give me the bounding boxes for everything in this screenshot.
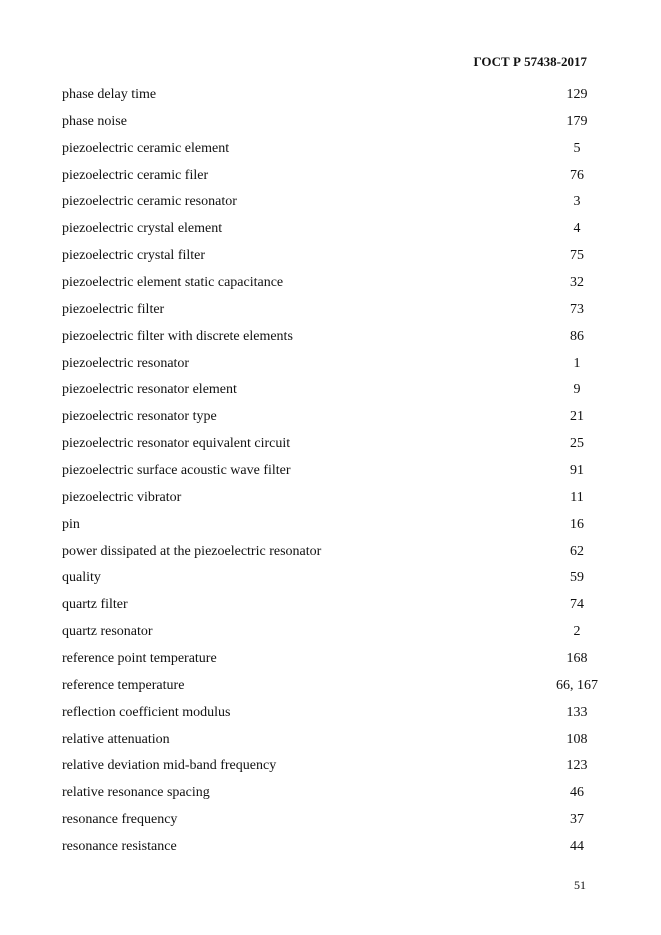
index-entry [62, 379, 622, 406]
index-entry [62, 702, 622, 729]
index-term: piezoelectric resonator [62, 355, 190, 371]
index-term: pin [62, 516, 80, 532]
index-entry [62, 541, 622, 568]
index-page-ref: 91 [570, 463, 584, 479]
index-page-ref: 179 [566, 113, 588, 129]
index-term: piezoelectric resonator element [62, 382, 237, 398]
index-page-ref: 1 [573, 355, 581, 371]
index-entry [62, 514, 622, 541]
index-entry [62, 218, 622, 245]
index-entry [62, 648, 622, 675]
index-page-ref: 74 [570, 597, 584, 613]
index-page-ref: 3 [573, 194, 581, 210]
index-page-ref: 86 [570, 328, 584, 344]
index-entry [62, 84, 622, 111]
index-term: quality [62, 570, 101, 586]
index-term: reference point temperature [62, 651, 217, 667]
index-term: reflection coefficient modulus [62, 704, 231, 720]
index-entry [62, 111, 622, 138]
index-term: piezoelectric element static capacitance [62, 275, 284, 291]
index-term: quartz filter [62, 597, 128, 613]
index-term: relative attenuation [62, 731, 170, 747]
index-page-ref: 44 [570, 839, 584, 855]
index-term: reference temperature [62, 677, 185, 693]
index-term: piezoelectric surface acoustic wave filter [62, 463, 291, 479]
index-page-ref: 46 [570, 785, 584, 801]
index-entry [62, 782, 622, 809]
index-term: piezoelectric filter with discrete elements [62, 328, 293, 344]
index-term: piezoelectric resonator type [62, 409, 217, 425]
index-term: piezoelectric ceramic element [62, 140, 230, 156]
index-entry [62, 729, 622, 756]
index-page-ref: 59 [570, 570, 584, 586]
index-entry [62, 460, 622, 487]
index-page-ref: 16 [570, 516, 584, 532]
index-entry [62, 138, 622, 165]
index-entry [62, 326, 622, 353]
index-page-ref: 9 [573, 382, 581, 398]
index-entry [62, 245, 622, 272]
index-term: quartz resonator [62, 624, 153, 640]
index-term: piezoelectric resonator equivalent circuit [62, 436, 291, 452]
index-page-ref: 76 [570, 167, 584, 183]
index-page-ref: 108 [566, 731, 588, 747]
index-entry [62, 272, 622, 299]
index-page-ref: 21 [570, 409, 584, 425]
index-entry [62, 621, 622, 648]
index-page-ref: 37 [570, 812, 584, 828]
index-list [62, 84, 622, 863]
index-entry [62, 755, 622, 782]
document-header: ГОСТ Р 57438-2017 [473, 54, 587, 69]
index-page-ref: 11 [570, 489, 584, 505]
index-page-ref: 73 [570, 301, 584, 317]
index-entry [62, 567, 622, 594]
index-page-ref: 5 [573, 140, 581, 156]
index-entry [62, 836, 622, 863]
index-term: piezoelectric ceramic filer [62, 167, 209, 183]
index-page-ref: 129 [566, 87, 588, 102]
page-number: 51 [574, 878, 586, 892]
index-page-ref: 123 [566, 758, 588, 774]
index-entry [62, 165, 622, 192]
index-term: phase delay time [62, 87, 157, 102]
index-term: relative resonance spacing [62, 785, 210, 801]
index-term: piezoelectric filter [62, 301, 165, 317]
index-entry [62, 191, 622, 218]
index-term: piezoelectric vibrator [62, 489, 182, 505]
index-term: power dissipated at the piezoelectric resonator [62, 543, 322, 559]
index-page-ref: 133 [566, 704, 588, 720]
index-page-ref: 2 [573, 624, 581, 640]
index-term: resonance frequency [62, 812, 178, 828]
index-term: piezoelectric ceramic resonator [62, 194, 237, 210]
index-page-ref: 168 [566, 651, 588, 667]
index-entry [62, 487, 622, 514]
index-page-ref: 25 [570, 436, 584, 452]
index-entry [62, 433, 622, 460]
index-term: relative deviation mid-band frequency [62, 758, 277, 774]
index-entry [62, 809, 622, 836]
index-entry [62, 299, 622, 326]
index-term: piezoelectric crystal element [62, 221, 223, 237]
index-entry [62, 353, 622, 380]
index-page-ref: 62 [570, 543, 584, 559]
index-entry [62, 675, 622, 702]
index-entry [62, 594, 622, 621]
index-term: resonance resistance [62, 839, 177, 855]
index-term: piezoelectric crystal filter [62, 248, 206, 264]
index-page-ref: 32 [570, 275, 584, 291]
index-page-ref: 75 [570, 248, 584, 264]
index-page-ref: 4 [573, 221, 581, 237]
index-page-ref: 66, 167 [556, 677, 598, 693]
index-entry [62, 406, 622, 433]
index-term: phase noise [62, 113, 127, 129]
